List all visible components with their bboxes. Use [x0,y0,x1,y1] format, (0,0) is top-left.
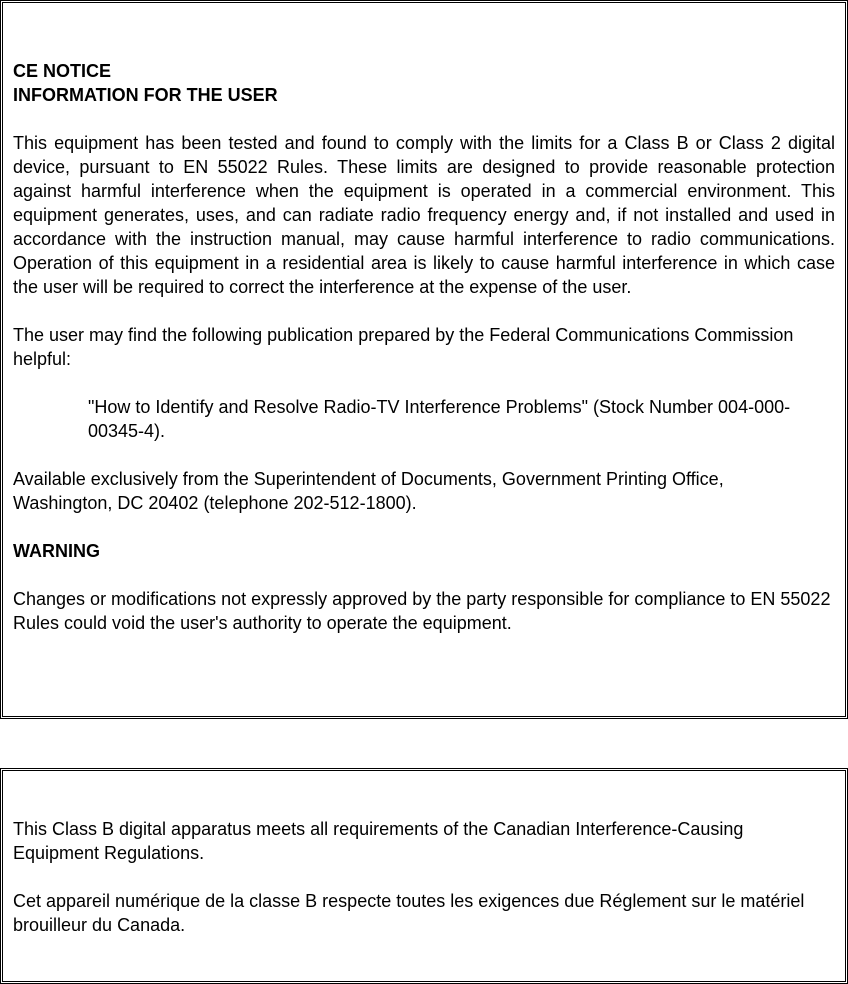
availability-paragraph: Available exclusively from the Superintendent of Documents, Government Printing Office, Washington, DC 20402 (telephone 202-512-1800). [13,469,724,513]
publication-intro-paragraph: The user may find the following publication prepared by the Federal Communications Commission helpful: [13,325,794,369]
canada-french-statement: Cet appareil numérique de la classe B respecte toutes les exigences due Réglement sur le matériel brouilleur du Canada. [13,891,805,935]
canada-english-statement: This Class B digital apparatus meets all requirements of the Canadian Interference-Causing Equipment Regulations. [13,819,744,863]
compliance-paragraph: This equipment has been tested and found to comply with the limits for a Class B or Class 2 digital device, pursuant to EN 55022 Rules. These limits are designed to provide reasonable protection against harmful interference when the equipment is operated in a commercial environment. This equipment generates, uses, and can radiate radio frequency energy and, if not installed and used in accordance with the instruction manual, may cause harmful interference to radio communications. Operation of this equipment in a residential area is likely to cause harmful interference in which case the user will be required to correct the interference at the expense of the user. [13,133,835,297]
user-information-heading: INFORMATION FOR THE USER [13,85,278,105]
ce-notice-content [13,59,835,635]
ce-notice-heading: CE NOTICE [13,61,112,81]
warning-heading: WARNING [13,541,100,561]
canada-notice-content [13,817,835,937]
warning-text: Changes or modifications not expressly approved by the party responsible for compliance to EN 55022 Rules could void the user's authority to operate the equipment. [13,589,831,633]
publication-reference: "How to Identify and Resolve Radio-TV Interference Problems" (Stock Number 004-000-00345-4). [88,397,791,441]
